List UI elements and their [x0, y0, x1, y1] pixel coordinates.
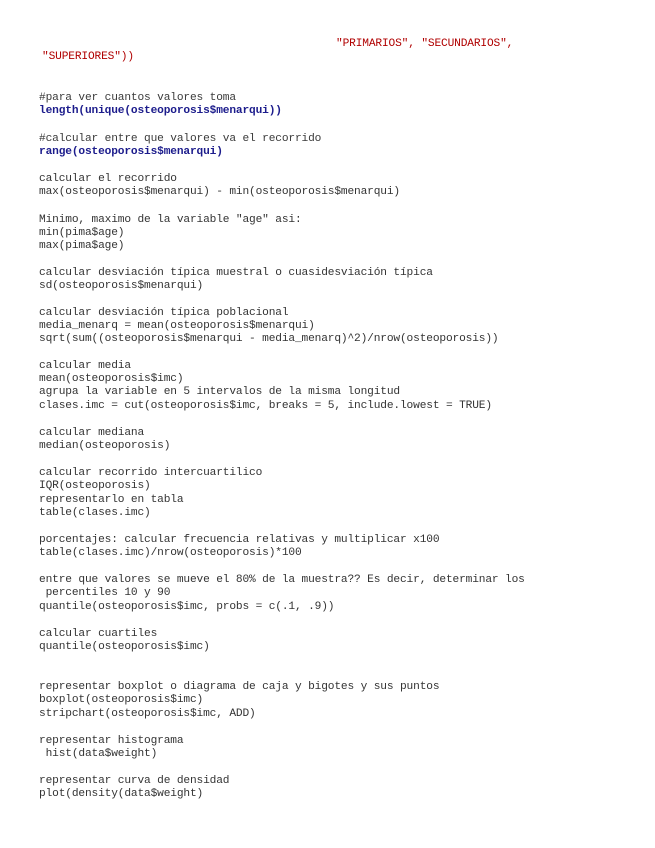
- code-line: range(osteoporosis$menarqui): [39, 146, 223, 158]
- text-line: representar histograma: [39, 735, 184, 747]
- text-line: representar curva de densidad: [39, 775, 230, 787]
- code-line: table(clases.imc)/nrow(osteoporosis)*100: [39, 547, 302, 559]
- code-line: IQR(osteoporosis): [39, 480, 151, 492]
- text-line: calcular cuartiles: [39, 628, 158, 640]
- code-line: table(clases.imc): [39, 507, 151, 519]
- code-line: max(osteoporosis$menarqui) - min(osteoporosis$menarqui): [39, 186, 400, 198]
- code-line: sd(osteoporosis$menarqui): [39, 280, 204, 292]
- text-line: calcular desviación típica poblacional: [39, 307, 289, 319]
- text-line: calcular media: [39, 360, 131, 372]
- code-line: plot(density(data$weight): [39, 788, 204, 800]
- text-line: agrupa la variable en 5 intervalos de la misma longitud: [39, 386, 400, 398]
- text-line: entre que valores se mueve el 80% de la muestra?? Es decir, determinar los: [39, 574, 525, 586]
- text-line: porcentajes: calcular frecuencia relativas y multiplicar x100: [39, 534, 440, 546]
- code-line: clases.imc = cut(osteoporosis$imc, breaks = 5, include.lowest = TRUE): [39, 400, 492, 412]
- code-line: length(unique(osteoporosis$menarqui)): [39, 105, 282, 117]
- code-line: median(osteoporosis): [39, 440, 171, 452]
- code-line: quantile(osteoporosis$imc, probs = c(.1, .9)): [39, 601, 335, 613]
- code-string-line: "PRIMARIOS", "SECUNDARIOS",: [336, 38, 514, 50]
- code-line: media_menarq = mean(osteoporosis$menarqui): [39, 320, 315, 332]
- text-line: calcular desviación típica muestral o cuasidesviación típica: [39, 267, 433, 279]
- code-comment: #calcular entre que valores va el recorrido: [39, 133, 322, 145]
- text-line: percentiles 10 y 90: [39, 587, 171, 599]
- code-string-line: "SUPERIORES")): [42, 51, 134, 63]
- code-line: quantile(osteoporosis$imc): [39, 641, 210, 653]
- code-line: sqrt(sum((osteoporosis$menarqui - media_menarq)^2)/nrow(osteoporosis)): [39, 333, 499, 345]
- code-line: mean(osteoporosis$imc): [39, 373, 184, 385]
- text-line: representar boxplot o diagrama de caja y bigotes y sus puntos: [39, 681, 440, 693]
- code-line: max(pima$age): [39, 240, 125, 252]
- code-line: min(pima$age): [39, 227, 125, 239]
- code-comment: #para ver cuantos valores toma: [39, 92, 236, 104]
- code-line: boxplot(osteoporosis$imc): [39, 694, 204, 706]
- text-line: Minimo, maximo de la variable "age" asi:: [39, 214, 302, 226]
- code-line: hist(data$weight): [39, 748, 158, 760]
- text-line: calcular recorrido intercuartilico: [39, 467, 263, 479]
- text-line: calcular el recorrido: [39, 173, 177, 185]
- text-line: representarlo en tabla: [39, 494, 184, 506]
- text-line: calcular mediana: [39, 427, 145, 439]
- code-line: stripchart(osteoporosis$imc, ADD): [39, 708, 256, 720]
